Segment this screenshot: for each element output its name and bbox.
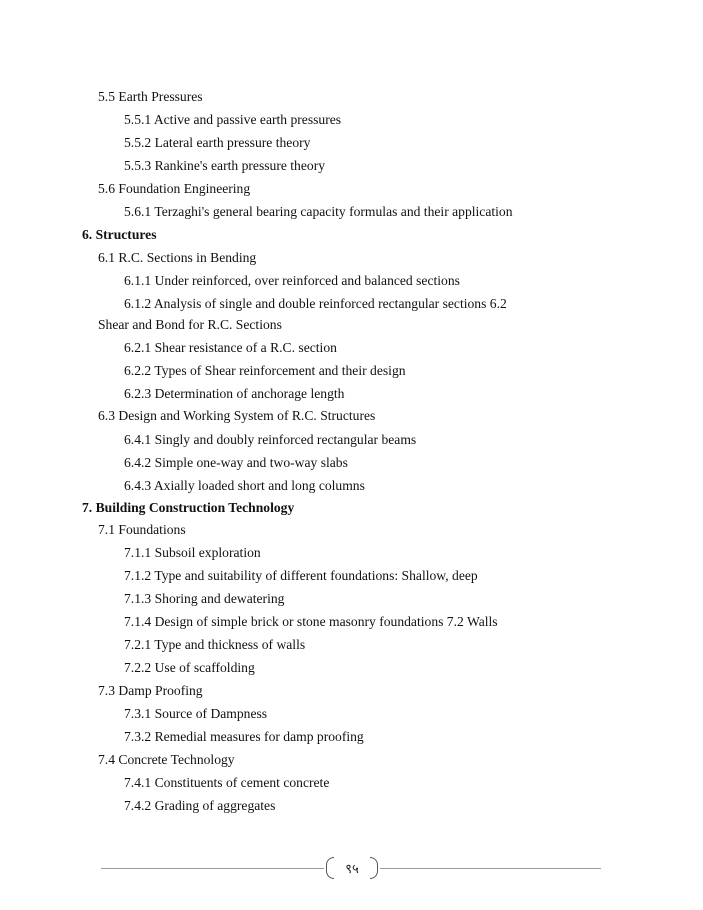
topic-6-4-2: 6.4.2 Simple one-way and two-way slabs xyxy=(124,455,348,470)
topic-7-4-1: 7.4.1 Constituents of cement concrete xyxy=(124,775,330,790)
section-5-6-heading: 5.6 Foundation Engineering xyxy=(98,181,251,196)
topic-7-1-2: 7.1.2 Type and suitability of different foundations: Shallow, deep xyxy=(124,568,478,583)
topic-5-5-2: 5.5.2 Lateral earth pressure theory xyxy=(124,135,311,150)
topic-5-5-1: 5.5.1 Active and passive earth pressures xyxy=(124,112,342,127)
section-6-3-heading: 6.3 Design and Working System of R.C. Structures xyxy=(98,408,376,423)
topic-6-4-1: 6.4.1 Singly and doubly reinforced rectangular beams xyxy=(124,432,417,447)
footer-rule-left xyxy=(101,868,324,869)
topic-5-5-3: 5.5.3 Rankine's earth pressure theory xyxy=(124,158,326,173)
topic-7-2-2: 7.2.2 Use of scaffolding xyxy=(124,660,255,675)
page-number-bracket-right xyxy=(370,857,378,879)
topic-7-1-3: 7.1.3 Shoring and dewatering xyxy=(124,591,285,606)
topic-6-4-3: 6.4.3 Axially loaded short and long columns xyxy=(124,478,365,493)
page-number-bracket-left xyxy=(326,857,334,879)
section-7-1-heading: 7.1 Foundations xyxy=(98,522,186,537)
topic-7-4-2: 7.4.2 Grading of aggregates xyxy=(124,798,276,813)
topic-7-3-1: 7.3.1 Source of Dampness xyxy=(124,706,268,721)
section-6-2-heading: Shear and Bond for R.C. Sections xyxy=(98,317,282,332)
topic-5-6-1: 5.6.1 Terzaghi's general bearing capacity formulas and their application xyxy=(124,204,513,219)
section-7-4-heading: 7.4 Concrete Technology xyxy=(98,752,235,767)
section-7-3-heading: 7.3 Damp Proofing xyxy=(98,683,203,698)
topic-7-3-2: 7.3.2 Remedial measures for damp proofing xyxy=(124,729,364,744)
topic-6-1-1: 6.1.1 Under reinforced, over reinforced and balanced sections xyxy=(124,273,460,288)
page-number: ९५ xyxy=(345,861,359,876)
topic-7-2-1: 7.2.1 Type and thickness of walls xyxy=(124,637,306,652)
topic-7-1-1: 7.1.1 Subsoil exploration xyxy=(124,545,261,560)
footer-rule-right xyxy=(380,868,601,869)
topic-6-2-2: 6.2.2 Types of Shear reinforcement and their design xyxy=(124,363,406,378)
chapter-7-heading: 7. Building Construction Technology xyxy=(82,500,295,515)
topic-6-2-3: 6.2.3 Determination of anchorage length xyxy=(124,386,345,401)
section-5-5-heading: 5.5 Earth Pressures xyxy=(98,89,203,104)
section-6-1-heading: 6.1 R.C. Sections in Bending xyxy=(98,250,257,265)
chapter-6-heading: 6. Structures xyxy=(82,227,157,242)
topic-7-1-4: 7.1.4 Design of simple brick or stone masonry foundations 7.2 Walls xyxy=(124,614,498,629)
topic-6-2-1: 6.2.1 Shear resistance of a R.C. section xyxy=(124,340,337,355)
topic-6-1-2: 6.1.2 Analysis of single and double reinforced rectangular sections 6.2 xyxy=(124,296,507,311)
